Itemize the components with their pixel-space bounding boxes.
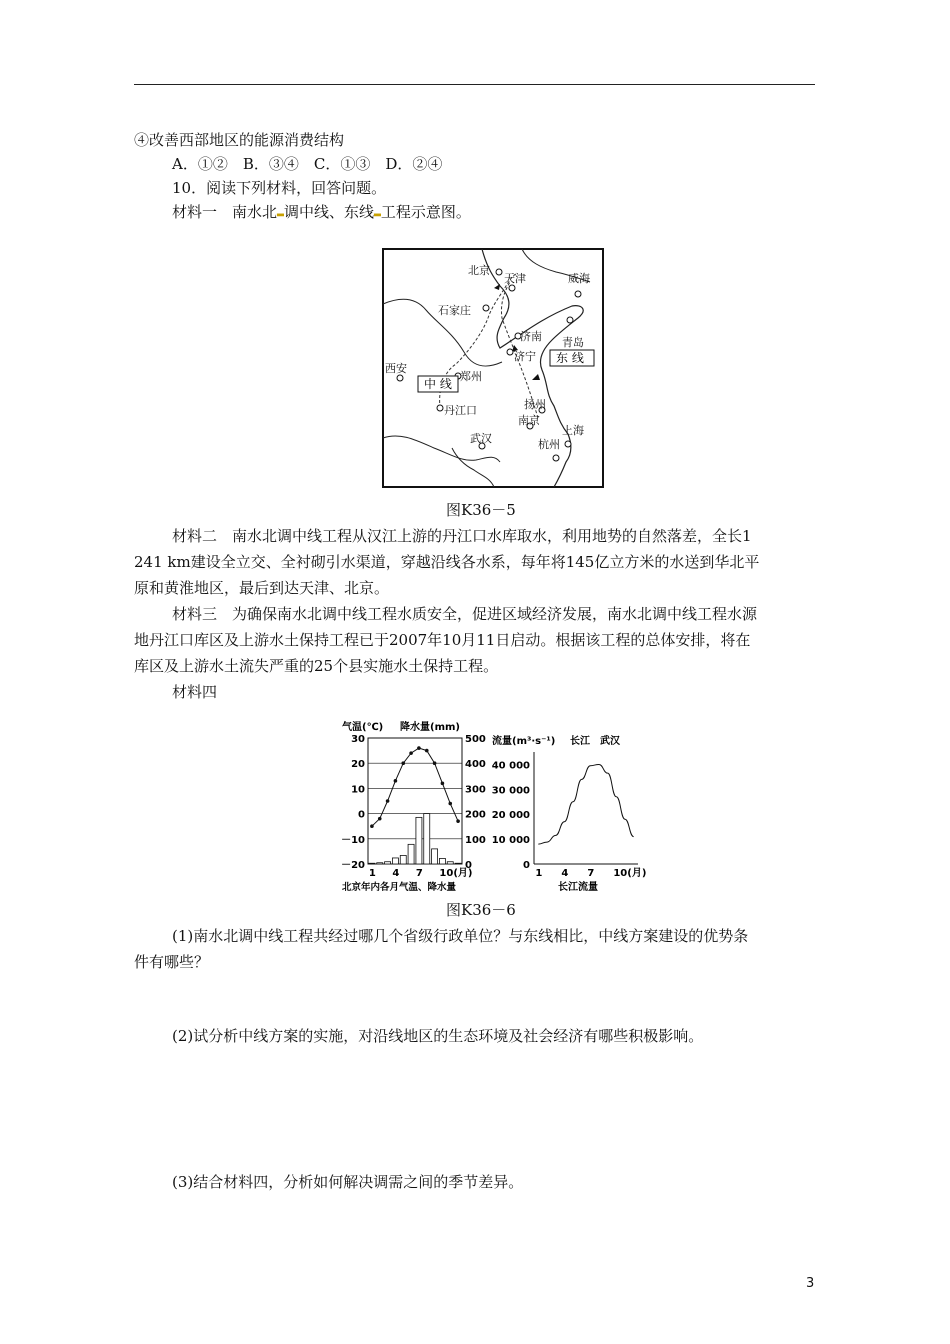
temperature-point xyxy=(425,749,429,753)
precipitation-bar xyxy=(455,863,461,864)
temperature-point xyxy=(409,751,413,755)
precipitation-bar xyxy=(377,863,383,864)
precipitation-tick-label: 200 xyxy=(465,809,486,821)
month-tick-label: 10(月) xyxy=(439,868,473,879)
precipitation-tick-label: 400 xyxy=(465,759,486,771)
map-city-label: 扬州 xyxy=(524,398,546,411)
middle-route-label: 中 线 xyxy=(424,377,452,391)
month-tick-label: 4 xyxy=(561,868,569,879)
material-2-line-1: 材料二 南水北调中线工程从汉江上游的丹江口水库取水，利用地势的自然落差，全长1 xyxy=(172,527,752,545)
precipitation-bar xyxy=(369,863,375,864)
flow-tick-label: 0 xyxy=(523,860,530,871)
precipitation-bar xyxy=(416,817,422,864)
map-city-label: 西安 xyxy=(385,362,407,375)
question-2: (2)试分析中线方案的实施，对沿线地区的生态环境及社会经济有哪些积极影响。 xyxy=(172,1027,704,1045)
flow-axis-label: 流量(m³·s⁻¹) xyxy=(492,736,556,747)
temperature-tick-label: 20 xyxy=(351,759,365,771)
q9-answer-choices: A．①② B．③④ C．①③ D．②④ xyxy=(172,155,443,173)
map-city-label: 石家庄 xyxy=(438,304,471,317)
map-city-label: 北京 xyxy=(468,264,490,277)
q9-option-4: ④改善西部地区的能源消费结构 xyxy=(134,131,345,149)
precipitation-bar xyxy=(400,855,406,864)
beijing-climate-chart xyxy=(338,716,488,894)
map-city-label: 上海 xyxy=(562,424,584,437)
route-map xyxy=(382,248,604,488)
temperature-point xyxy=(370,824,374,828)
yangtze-flow-chart xyxy=(488,730,648,894)
flow-tick-label: 10 000 xyxy=(491,835,530,847)
material-3-line-3: 库区及上游水土流失严重的25个县实施水土保持工程。 xyxy=(134,657,499,675)
temperature-tick-label: 0 xyxy=(358,809,365,821)
flow-tick-label: 40 000 xyxy=(491,760,530,772)
temperature-line xyxy=(372,748,458,826)
temperature-point xyxy=(448,802,452,806)
figure-k36-5-caption: 图K36－5 xyxy=(446,501,516,519)
month-tick-label: 10(月) xyxy=(613,868,647,879)
map-city-label: 济南 xyxy=(520,330,542,343)
month-tick-label: 7 xyxy=(587,868,595,879)
month-tick-label: 1 xyxy=(368,868,376,879)
temperature-point xyxy=(456,819,460,823)
precipitation-tick-label: 300 xyxy=(465,784,486,796)
plot-frame xyxy=(368,738,462,864)
precipitation-bar xyxy=(447,862,453,864)
question-1-line-1: (1)南水北调中线工程共经过哪几个省级行政单位？与东线相比，中线方案建设的优势条 xyxy=(172,927,749,945)
temperature-point xyxy=(386,799,390,803)
temperature-tick-label: 10 xyxy=(351,784,365,796)
material-3-line-2: 地丹江口库区及上游水土保持工程已于2007年10月11日启动。根据该工程的总体安排，将在 xyxy=(134,631,751,649)
temperature-axis-label: 气温(℃) xyxy=(342,722,384,733)
map-city-label: 济宁 xyxy=(514,350,536,363)
precipitation-bar xyxy=(424,814,430,864)
map-city-label: 南京 xyxy=(518,414,540,427)
precipitation-tick-label: 500 xyxy=(465,734,486,745)
precipitation-tick-label: 0 xyxy=(465,860,472,871)
flow-tick-label: 30 000 xyxy=(491,785,530,797)
precipitation-bar xyxy=(432,849,438,864)
precipitation-bar xyxy=(385,862,391,864)
temperature-tick-label: 30 xyxy=(351,734,365,745)
temperature-point xyxy=(401,761,405,765)
precipitation-tick-label: 100 xyxy=(465,834,486,846)
map-city-label: 武汉 xyxy=(470,432,492,445)
map-city-label: 郑州 xyxy=(460,370,482,383)
map-city-label: 青岛 xyxy=(562,336,584,349)
flow-legend: 长江 武汉 xyxy=(570,736,620,747)
map-city-label: 威海 xyxy=(568,272,590,285)
q10-stem: 10．阅读下列材料，回答问题。 xyxy=(172,179,387,197)
precipitation-bar xyxy=(408,844,414,864)
figure-k36-6-caption: 图K36－6 xyxy=(446,901,516,919)
question-3: (3)结合材料四，分析如何解决调需之间的季节差异。 xyxy=(172,1173,524,1191)
page-number: 3 xyxy=(806,1276,815,1291)
temperature-point xyxy=(394,779,398,783)
temperature-tick-label: －20 xyxy=(341,860,365,871)
material-1-text: 材料一 南水北▂调中线、东线▂工程示意图。 xyxy=(172,203,471,221)
map-city-label: 丹江口 xyxy=(444,404,477,417)
temperature-point xyxy=(417,746,421,750)
temperature-point xyxy=(441,782,445,786)
month-tick-label: 7 xyxy=(415,868,423,879)
month-tick-label: 1 xyxy=(535,868,543,879)
precipitation-axis-label: 降水量(mm) xyxy=(400,722,460,733)
material-3-line-1: 材料三 为确保南水北调中线工程水质安全，促进区域经济发展，南水北调中线工程水源 xyxy=(172,605,758,623)
temperature-point xyxy=(378,817,382,821)
precipitation-bar xyxy=(439,858,445,864)
month-tick-label: 4 xyxy=(392,868,400,879)
map-city-label: 杭州 xyxy=(538,438,560,451)
material-2-line-2: 241 km建设全立交、全衬砌引水渠道，穿越沿线各水系，每年将145亿立方米的水送到华北平 xyxy=(134,553,760,571)
map-city-label: 天津 xyxy=(504,272,526,285)
temperature-point xyxy=(433,761,437,765)
material-2-line-3: 原和黄淮地区，最后到达天津、北京。 xyxy=(134,579,390,597)
flow-line xyxy=(538,764,633,844)
east-route-label: 东 线 xyxy=(556,351,584,365)
temperature-tick-label: －10 xyxy=(341,834,365,846)
flow-tick-label: 20 000 xyxy=(491,810,530,822)
flow-chart-caption: 长江流量 xyxy=(558,882,598,893)
material-4-label: 材料四 xyxy=(172,683,218,701)
question-1-line-2: 件有哪些？ xyxy=(134,953,210,971)
precipitation-bar xyxy=(392,858,398,864)
beijing-chart-caption: 北京年内各月气温、降水量 xyxy=(342,882,457,893)
header-rule xyxy=(134,84,815,85)
